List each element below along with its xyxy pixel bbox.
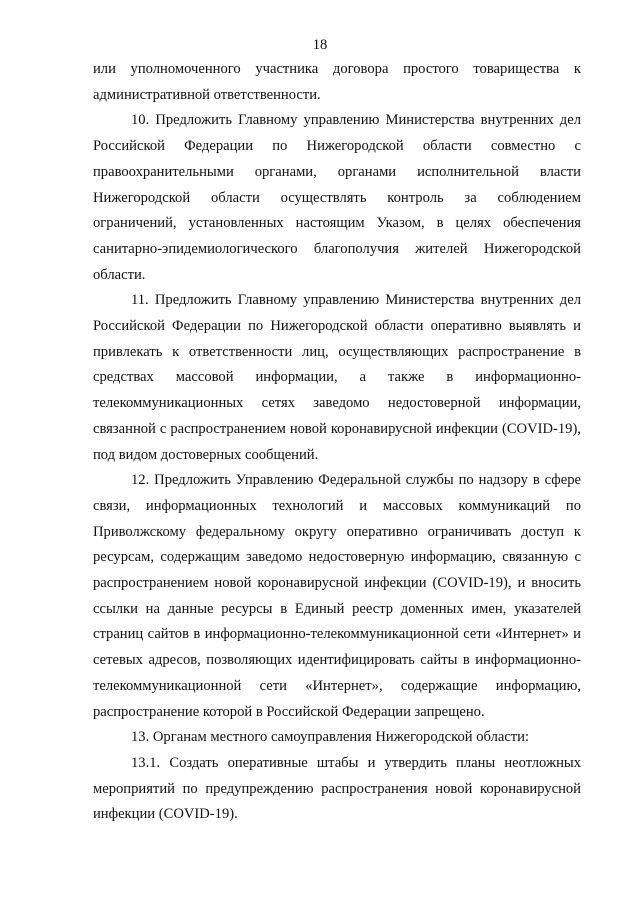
paragraph-item-10: 10. Предложить Главному управлению Министерства внутренних дел Российской Федерации по Нижегородской области совместно с правоохранительными органами, органами исполнительной власти Нижегородской области осуществлять контроль за соблюдением ограничений, установленных настоящим Указом, в целях обеспечения санитарно-эпидемиологического благополучия жителей Нижегородской области.	[93, 112, 581, 283]
paragraph-item-13: 13. Органам местного самоуправления Нижегородской области:	[131, 729, 530, 746]
paragraph-continuation: или уполномоченного участника договора простого товарищества к административной ответственности.	[93, 61, 581, 103]
paragraph-item-12: 12. Предложить Управлению Федеральной службы по надзору в сфере связи, информационных технологий и массовых коммуникаций по Приволжскому федеральному округу оперативно ограничивать доступ к ресурсам, содержащим заведомо недостоверную информацию, связанную с распространением новой коронавирусной инфекции (COVID-19), и вносить ссылки на данные ресурсы в Единый реестр доменных имен, указателей страниц сайтов в информационно-телекоммуникационной сети «Интернет» и сетевых адресов, позволяющих идентифицировать сайты в информационно-телекоммуникационной сети «Интернет», содержащие информацию, распространение которой в Российской Федерации запрещено.	[93, 472, 581, 720]
page-number: 18	[312, 37, 328, 53]
paragraph-item-13-1: 13.1. Создать оперативные штабы и утвердить планы неотложных мероприятий по предупреждению распространения новой коронавирусной инфекции (COVID-19).	[93, 754, 581, 823]
paragraph-item-11: 11. Предложить Главному управлению Министерства внутренних дел Российской Федерации по Нижегородской области оперативно выявлять и привлекать к ответственности лиц, осуществляющих распространение в средствах массовой информации, а также в информационно-телекоммуникационных сетях заведомо недостоверной информации, связанной с распространением новой коронавирусной инфекции (COVID-19), под видом достоверных сообщений.	[93, 292, 581, 463]
document-body	[93, 57, 581, 828]
